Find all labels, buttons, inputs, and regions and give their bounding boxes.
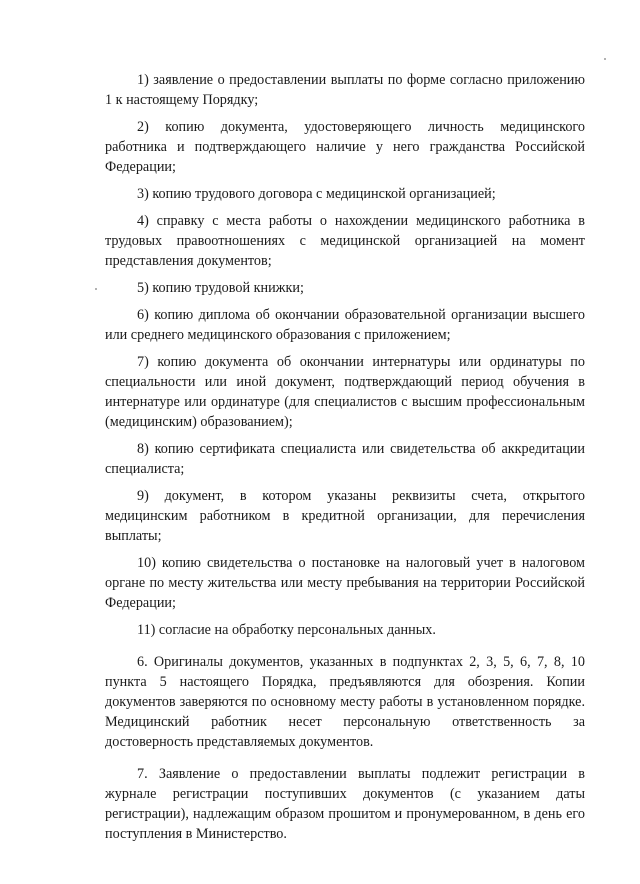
list-item: 5) копию трудовой книжки;	[137, 280, 304, 296]
list-item: 1) заявление о предоставлении выплаты по форме согласно приложению 1 к настоящему Порядку;	[105, 72, 585, 108]
list-item: 11) согласие на обработку персональных данных.	[137, 622, 436, 638]
list-item: 3) копию трудового договора с медицинской организацией;	[137, 186, 496, 202]
list-item: 7) копию документа об окончании интернатуры или ординатуры по специальности или иной документ, подтверждающий период обучения в интернатуре или ординатуре (для специалистов с высшим профессиональным (медицинским) образованием);	[105, 354, 585, 430]
list-item: 6) копию диплома об окончании образовательной организации высшего или среднего медицинского образования с приложением;	[105, 307, 585, 343]
list-item: 8) копию сертификата специалиста или свидетельства об аккредитации специалиста;	[105, 441, 585, 477]
list-item: 4) справку с места работы о нахождении медицинского работника в трудовых правоотношениях с медицинской организацией на момент представления документов;	[105, 213, 585, 269]
scan-speck	[604, 58, 606, 60]
paragraph-point-6: 6. Оригиналы документов, указанных в подпунктах 2, 3, 5, 6, 7, 8, 10 пункта 5 настоящего Порядка, предъявляются для обозрения. Копии документов заверяются по основному месту работы в установленном порядке. Медицинский работник несет персональную ответственность за достоверность представляемых документов.	[105, 654, 585, 750]
document-body	[105, 70, 585, 851]
scan-speck	[95, 288, 97, 290]
list-item: 9) документ, в котором указаны реквизиты счета, открытого медицинским работником в кредитной организации, для перечисления выплаты;	[105, 488, 585, 544]
list-item: 10) копию свидетельства о постановке на налоговый учет в налоговом органе по месту жительства или месту пребывания на территории Российской Федерации;	[105, 555, 585, 611]
paragraph-point-7: 7. Заявление о предоставлении выплаты подлежит регистрации в журнале регистрации поступивших документов (с указанием даты регистрации), надлежащим образом прошитом и пронумерованном, в день его поступления в Министерство.	[105, 766, 585, 842]
list-item: 2) копию документа, удостоверяющего личность медицинского работника и подтверждающего наличие у него гражданства Российской Федерации;	[105, 119, 585, 175]
